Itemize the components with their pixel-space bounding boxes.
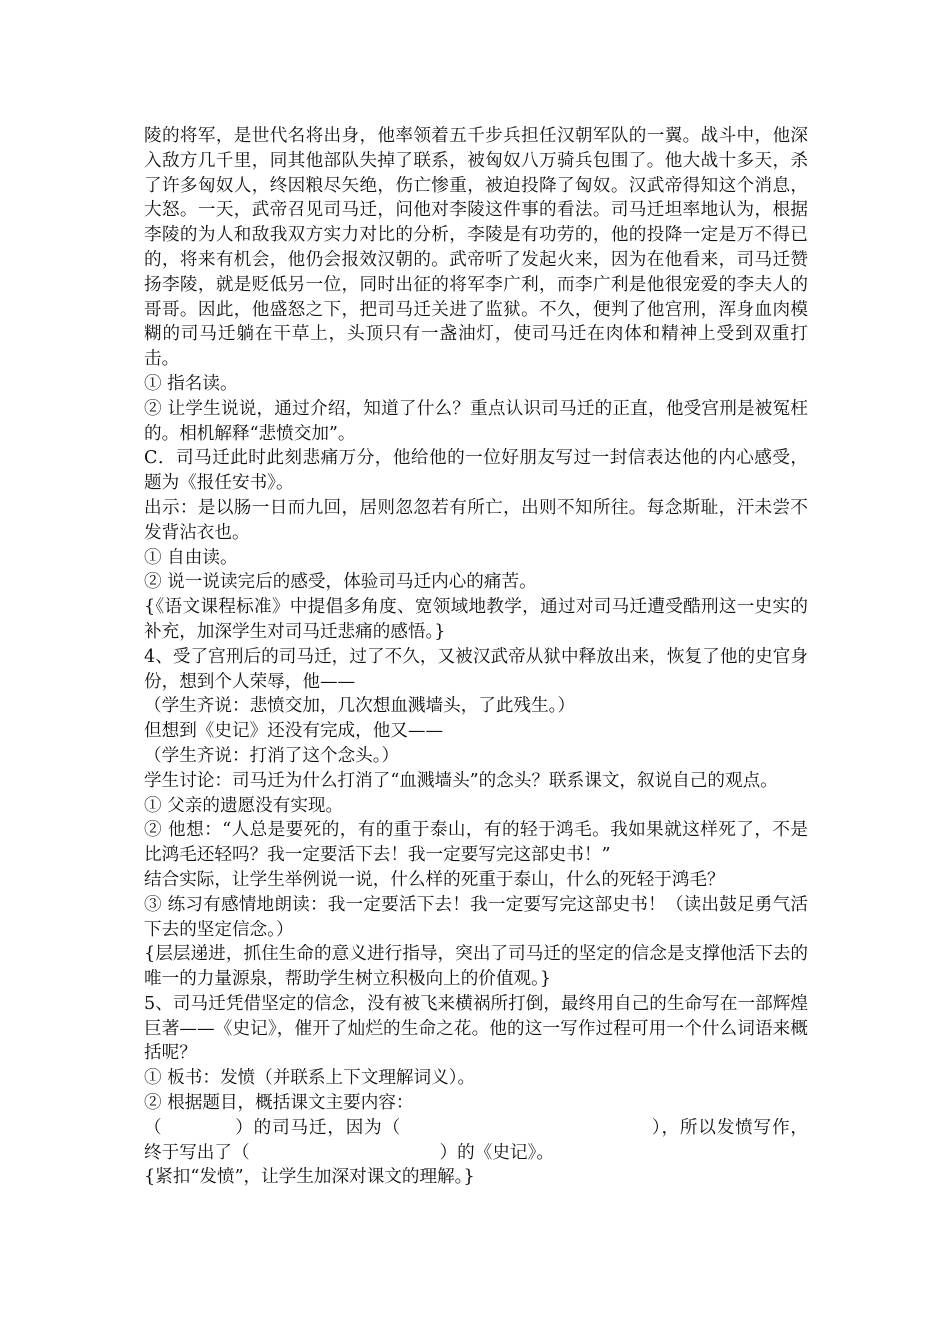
paragraph-step: ③ 练习有感情地朗读：我一定要活下去！我一定要写完这部史书！（读出鼓足勇气活下去的坚定信念。） [144,894,808,940]
paragraph-story: 陵的将军，是世代名将出身，他率领着五千步兵担任汉朝军队的一翼。战斗中，他深入敌方几千里，同其他部队失掉了联系，被匈奴八万骑兵包围了。他大战十多天，杀了许多匈奴人，终因粮尽矢绝，伤亡惨重，被迫投降了匈奴。汉武帝得知这个消息，大怒。一天，武帝召见司马迁，问他对李陵这件事的看法。司马迁坦率地认为，根据李陵的为人和敌我双方实力对比的分析，李陵是有功劳的，他的投降一定是万不得已的，将来有机会，他仍会报效汉朝的。武帝听了发起火来，因为在他看来，司马迁赞扬李陵，就是贬低另一位，同时出征的将军李广利，而李广利是他很宠爱的李夫人的哥哥。因此，他盛怒之下，把司马迁关进了监狱。不久，便判了他宫刑，浑身血肉模糊的司马迁躺在干草上，头顶只有一盏油灯，使司马迁在肉体和精神上受到双重打击。 [144,126,808,370]
paragraph-step: ① 指名读。 [144,373,238,394]
fill-blank-open: （ [144,1117,163,1138]
paragraph-section-4: 4、受了宫刑后的司马迁，过了不久，又被汉武帝从狱中释放出来，恢复了他的史官身份，想到个人荣辱，他—— [144,646,808,692]
paragraph-note: {《语文课程标准》中提倡多角度、宽领域地教学，通过对司马迁遭受酷刑这一史实的补充，加深学生对司马迁悲痛的感悟。} [144,597,808,642]
paragraph-section-5: 5、司马迁凭借坚定的信念，没有被飞来横祸所打倒，最终用自己的生命写在一部辉煌巨著——《史记》，催开了灿烂的生命之花。他的这一写作过程可用一个什么词语来概括呢？ [144,993,808,1064]
paragraph-student-response: （学生齐说：打消了这个念头。） [144,745,400,766]
paragraph-student-response: （学生齐说：悲愤交加，几次想血溅墙头，了此残生。） [144,696,576,717]
paragraph-step: ① 父亲的遗愿没有实现。 [144,795,344,816]
paragraph-step: ② 让学生说说，通过介绍，知道了什么？重点认识司马迁的正直，他受宫刑是被冤枉的。相机解释“悲愤交加”。 [144,398,808,444]
paragraph-note: {层层递进，抓住生命的意义进行指导，突出了司马迁的坚定的信念是支撑他活下去的唯一的力量源泉，帮助学生树立积极向上的价值观。} [144,944,808,990]
fill-blank-line [144,1116,808,1141]
paragraph-section-c: C．司马迁此时此刻悲痛万分，他给他的一位好朋友写过一封信表达他的内心感受，题为《报任安书》。 [144,448,808,494]
paragraph-discussion: 学生讨论：司马迁为什么打消了“血溅墙头”的念头？联系课文，叙说自己的观点。 [144,770,778,791]
paragraph-step: ② 说一说读完后的感受，体验司马迁内心的痛苦。 [144,572,537,593]
fill-blank-text: ）的司马迁，因为（ [234,1117,402,1138]
paragraph-step: ① 自由读。 [144,547,238,568]
document-page [144,124,808,1190]
paragraph-step: ② 根据题目，概括课文主要内容： [144,1093,414,1114]
paragraph-prompt: 结合实际，让学生举例说一说，什么样的死重于泰山，什么的死轻于鸿毛？ [144,869,725,890]
fill-blank-text: 终于写出了（ [144,1142,250,1163]
paragraph-step: ① 板书：发愤（并联系上下文理解词义）。 [144,1068,476,1089]
paragraph-prompt: 但想到《史记》还没有完成，他又—— [144,721,444,742]
paragraph-quote: 出示：是以肠一日而九回，居则忽忽若有所亡，出则不知所往。每念斯耻，汗未尝不发背沾衣也。 [144,497,808,543]
fill-blank-line-2 [144,1141,808,1166]
paragraph-note: {紧扣“发愤”，让学生加深对课文的理解。} [144,1167,475,1188]
fill-blank-text: ），所以发愤写作， [651,1117,808,1138]
paragraph-step: ② 他想：“人总是要死的，有的重于泰山，有的轻于鸿毛。我如果就这样死了，不是比鸿毛还轻吗？我一定要活下去！我一定要写完这部史书！” [144,820,808,866]
fill-blank-text: ）的《史记》。 [439,1142,554,1163]
